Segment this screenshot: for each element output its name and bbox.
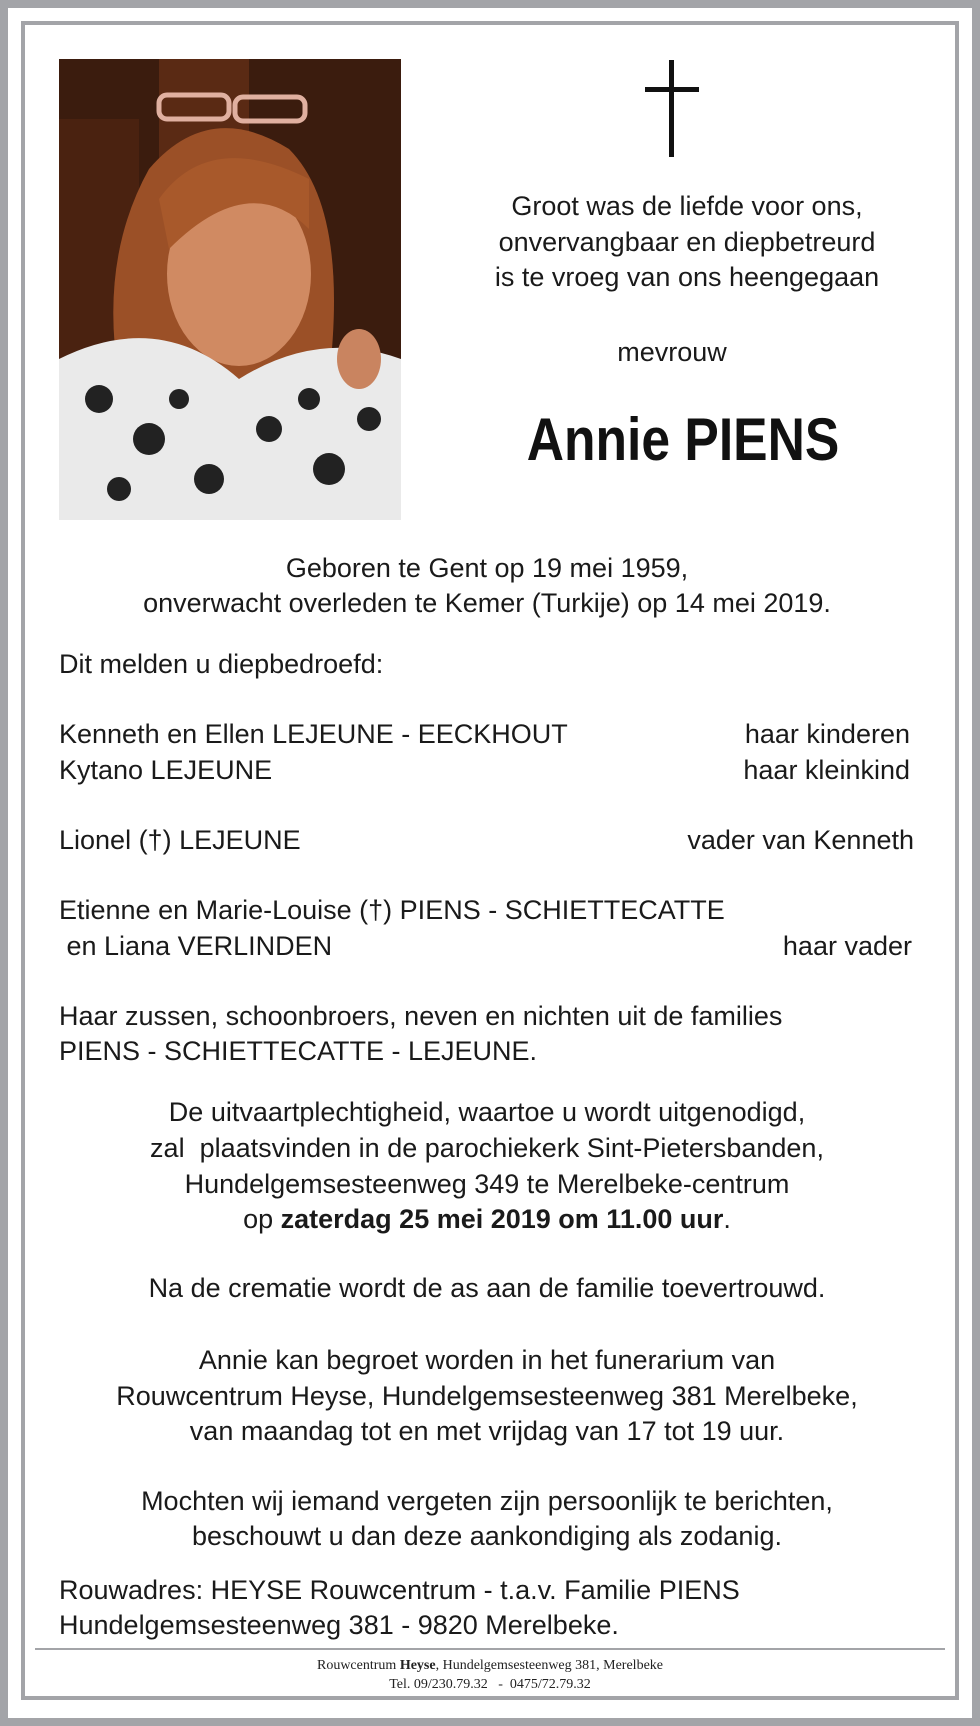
footer-pre: Rouwcentrum: [316, 1658, 400, 1673]
cremation-note: Na de crematie wordt de as aan de familie toevertrouwd.: [148, 1273, 826, 1303]
divider: [35, 1648, 945, 1650]
portrait-photo: [59, 59, 401, 520]
death-line: onverwacht overleden te Kemer (Turkije) op 14 mei 2019.: [143, 588, 831, 618]
ceremony-prefix: op: [243, 1204, 281, 1234]
verse-line: Groot was de liefde voor ons,: [511, 191, 863, 221]
forget-line: Mochten wij iemand vergeten zijn persoonlijk te berichten,: [141, 1486, 833, 1516]
address-line: Hundelgemsesteenweg 381 - 9820 Merelbeke.: [59, 1610, 619, 1640]
title: mevrouw: [617, 337, 727, 367]
footer-post: , Hundelgemsesteenweg 381, Merelbeke: [435, 1658, 664, 1673]
visit-line: Rouwcentrum Heyse, Hundelgemsesteenweg 381 Merelbeke,: [116, 1381, 858, 1411]
family-relation: haar kinderen: [744, 719, 910, 749]
address-line: Rouwadres: HEYSE Rouwcentrum - t.a.v. Familie PIENS: [59, 1575, 740, 1605]
family-name: Lionel (†) LEJEUNE: [59, 825, 301, 855]
ceremony-suffix: .: [723, 1204, 731, 1234]
ceremony-line: Hundelgemsesteenweg 349 te Merelbeke-centrum: [184, 1169, 790, 1199]
family-relation: haar kleinkind: [743, 755, 910, 785]
families-line: Haar zussen, schoonbroers, neven en nichten uit de families: [59, 1001, 783, 1031]
intro: Dit melden u diepbedroefd:: [59, 649, 384, 679]
ceremony-date: zaterdag 25 mei 2019 om 11.00 uur: [280, 1204, 724, 1234]
verse-line: onvervangbaar en diepbetreurd: [498, 227, 876, 257]
footer-address: [0, 1657, 980, 1675]
cross-icon: [645, 60, 699, 157]
family-name: Kytano LEJEUNE: [59, 755, 273, 785]
family-relation: vader van Kenneth: [687, 825, 914, 855]
families-line: PIENS - SCHIETTECATTE - LEJEUNE.: [59, 1036, 538, 1066]
footer-brand: Heyse: [399, 1658, 436, 1673]
family-name: Kenneth en Ellen LEJEUNE - EECKHOUT: [59, 719, 568, 749]
visit-line: Annie kan begroet worden in het funerarium van: [198, 1345, 776, 1375]
forget-line: beschouwt u dan deze aankondiging als zodanig.: [192, 1521, 782, 1551]
family-name: en Liana VERLINDEN: [59, 931, 333, 961]
ceremony-date-line: [0, 1203, 974, 1235]
deceased-name: Annie PIENS: [526, 406, 840, 473]
ceremony-line: zal plaatsvinden in de parochiekerk Sint-Pietersbanden,: [150, 1133, 824, 1163]
ceremony-line: De uitvaartplechtigheid, waartoe u wordt uitgenodigd,: [168, 1097, 806, 1127]
footer-phone: Tel. 09/230.79.32 - 0475/72.79.32: [389, 1677, 591, 1692]
birth-line: Geboren te Gent op 19 mei 1959,: [285, 553, 689, 583]
verse-line: is te vroeg van ons heengegaan: [494, 262, 880, 292]
family-name: Etienne en Marie-Louise (†) PIENS - SCHIETTECATTE: [59, 895, 725, 925]
family-relation: haar vader: [782, 931, 912, 961]
visit-line: van maandag tot en met vrijdag van 17 tot 19 uur.: [189, 1416, 785, 1446]
